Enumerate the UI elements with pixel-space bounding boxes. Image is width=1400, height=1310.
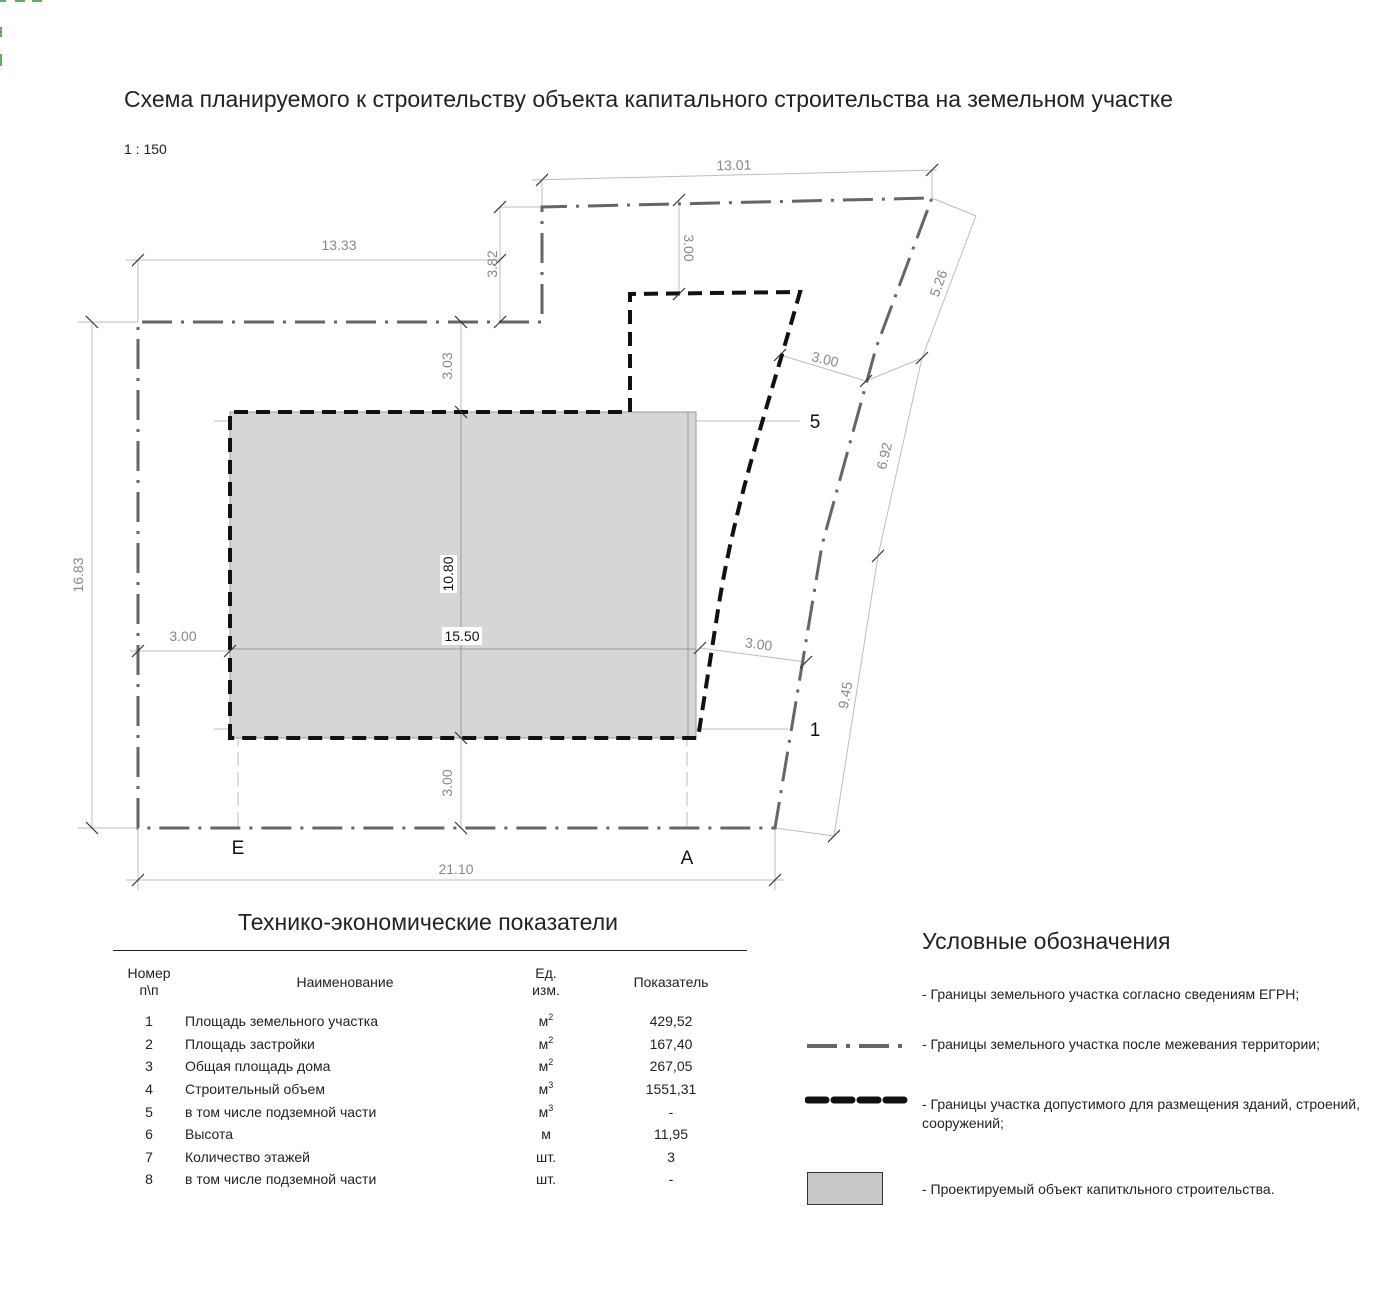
table-row [113,1146,755,1169]
row-name: Количество этажей [185,1148,310,1165]
dim-top-right-width: 13.01 [716,156,752,174]
dim-building-width: 15.50 [444,628,480,644]
legend-item-survey: - Границы земельного участка после межевания территории; [922,1036,1320,1052]
dim-left-offset: 3.00 [169,628,197,644]
axis-label-1: 1 [809,720,821,741]
unit-exponent: 2 [548,1034,554,1045]
row-name: в том числе подземной части [185,1171,377,1188]
unit-exponent: 2 [548,1012,554,1023]
row-value: 11,95 [654,1126,688,1143]
dim-top-left-width: 13.33 [321,237,357,253]
legend-item-buildable: - Границы участка допустимого для размещения зданий, строений, сооружений; [922,1096,1361,1131]
header-name: Наименование [296,973,394,990]
dim-top-offset: 3.00 [681,234,697,262]
row-unit [505,1100,587,1123]
row-value: 3 [667,1148,675,1165]
dim-step-height: 3.82 [484,250,500,278]
row-name: Площадь земельного участка [185,1013,378,1030]
row-unit [505,1033,587,1056]
row-num: 6 [145,1126,153,1143]
row-value: 429,52 [649,1013,693,1030]
row-name: Высота [185,1126,234,1143]
row-unit [505,1004,587,1033]
row-num: 1 [145,1013,153,1030]
dim-left-height: 16.83 [70,557,86,593]
row-num: 5 [145,1103,153,1120]
table-row [113,1078,755,1101]
scale-label: 1 : 150 [124,141,167,157]
dim-bottom-offset: 3.00 [439,769,455,797]
row-name: Площадь застройки [185,1035,315,1052]
dim-right-seg-3: 9.45 [834,680,856,710]
row-unit [505,1168,587,1191]
row-name: в том числе подземной части [185,1103,377,1120]
header-unit-line2: изм. [532,982,560,998]
row-name: Общая площадь дома [185,1058,331,1075]
unit-text: м [538,1035,549,1052]
row-value: - [668,1171,674,1188]
row-value: - [668,1103,674,1120]
row-value: 1551,31 [645,1081,697,1098]
unit-exponent: 3 [548,1102,554,1113]
table-row [113,1033,755,1056]
row-unit [505,1146,587,1169]
header-num-line1: Номер [127,965,171,981]
dim-bottom-width: 21.10 [438,861,474,877]
legend-dash-dot-sample [805,1040,911,1052]
table-row [113,1123,755,1146]
legend-item-egrn: - Границы земельного участка согласно сведениям ЕГРН; [922,986,1300,1002]
legend-building-swatch [807,1172,883,1205]
axis-label-a: А [680,848,694,869]
row-value: 167,40 [649,1035,693,1052]
header-num [113,960,185,1004]
tep-header-row [113,960,755,1004]
legend-dashed-sample [805,1093,911,1107]
unit-exponent: 2 [548,1057,554,1068]
legend-title: Условные обозначения [922,928,1171,954]
header-unit-line1: Ед. [535,965,557,981]
unit-text: шт. [536,1148,556,1165]
dim-right-seg-2: 6.92 [873,440,895,471]
row-value: 267,05 [649,1058,693,1075]
header-value: Показатель [633,973,709,990]
row-name: Строительный объем [185,1081,325,1098]
dim-right-seg-1: 5.26 [926,267,951,299]
table-row [113,1055,755,1078]
tep-divider [113,950,747,951]
row-unit [505,1078,587,1101]
unit-text: шт. [536,1171,556,1188]
row-num: 2 [145,1035,153,1052]
tep-table [113,960,755,1191]
row-num: 8 [145,1171,153,1188]
row-unit [505,1055,587,1078]
axis-label-5: 5 [809,412,821,433]
tep-title: Технико-экономические показатели [238,909,618,935]
row-num: 4 [145,1081,153,1098]
dim-building-top-offset: 3.03 [439,352,455,380]
unit-text: м [538,1013,549,1030]
table-row [113,1004,755,1033]
dim-building-height: 10.80 [440,556,456,592]
row-num: 3 [145,1058,153,1075]
header-num-line2: п\п [139,982,159,998]
row-unit [505,1123,587,1146]
axis-label-e: Е [231,838,245,859]
table-row [113,1100,755,1123]
unit-text: м [538,1103,549,1120]
row-num: 7 [145,1148,153,1165]
table-row [113,1168,755,1191]
dim-right-offset-upper: 3.00 [810,348,841,371]
unit-text: м [538,1081,549,1098]
unit-text: м [538,1058,549,1075]
legend-item-building: - Проектируемый объект капиткльного строительства. [922,1181,1275,1197]
header-unit [505,960,587,1004]
unit-exponent: 3 [548,1080,554,1091]
building-footprint [230,412,696,738]
dim-right-offset-lower: 3.00 [744,634,774,654]
unit-text: м [541,1126,551,1143]
page-title: Схема планируемого к строительству объекта капитального строительства на земельном участке [124,86,1173,112]
